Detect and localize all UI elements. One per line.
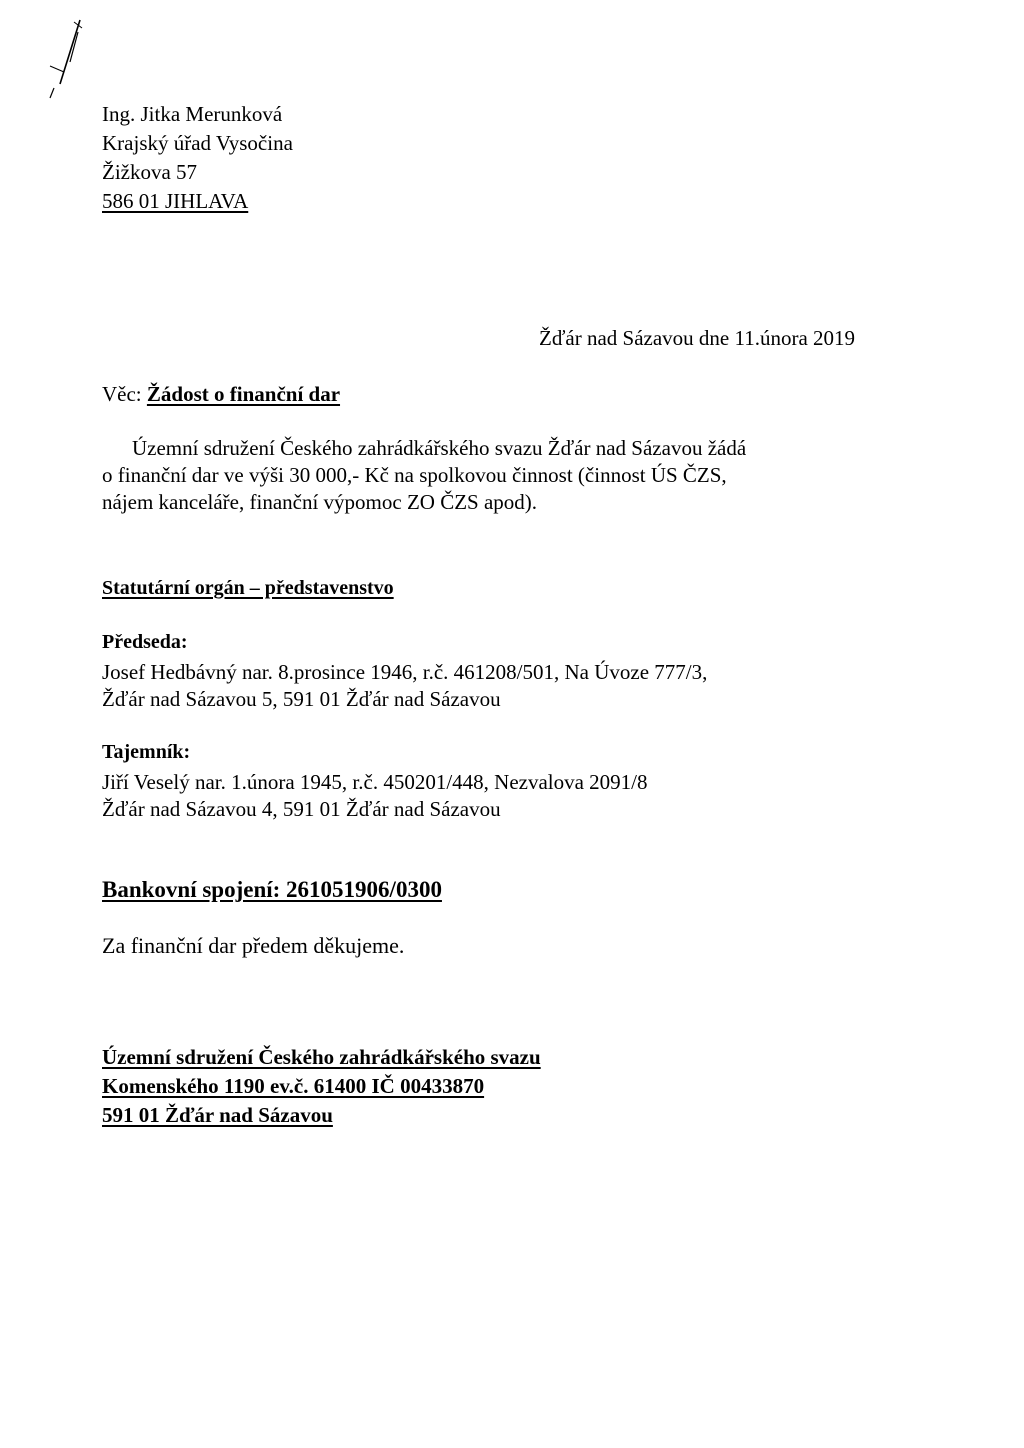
body-line: nájem kanceláře, finanční výpomoc ZO ČZS apod). [102, 490, 538, 514]
chairman-line: Žďár nad Sázavou 5, 591 01 Žďár nad Sázavou [102, 687, 501, 711]
recipient-address [102, 100, 293, 216]
body-line: Územní sdružení Českého zahrádkářského svazu Žďár nad Sázavou žádá [132, 436, 747, 460]
secretary-line: Jiří Veselý nar. 1.února 1945, r.č. 450201/448, Nezvalova 2091/8 [102, 770, 648, 794]
recipient-street: Žižkova 57 [102, 160, 198, 184]
handwritten-mark-icon [30, 14, 100, 104]
footer-org: Územní sdružení Českého zahrádkářského svazu [102, 1045, 541, 1069]
date-line: Žďár nad Sázavou dne 11.února 2019 [539, 326, 856, 350]
chairman-details [102, 659, 707, 713]
body-paragraph [102, 435, 746, 516]
footer-city: 591 01 Žďár nad Sázavou [102, 1103, 333, 1127]
subject-title: Žádost o finanční dar [146, 382, 341, 406]
subject-label: Věc: [102, 382, 147, 406]
recipient-name: Ing. Jitka Merunková [102, 102, 283, 126]
bank-details: Bankovní spojení: 261051906/0300 [102, 877, 442, 902]
chairman-label: Předseda: [102, 631, 188, 653]
secretary-label: Tajemník: [102, 741, 191, 763]
footer-address: Komenského 1190 ev.č. 61400 IČ 00433870 [102, 1074, 485, 1098]
body-line: o finanční dar ve výši 30 000,- Kč na spolkovou činnost (činnost ÚS ČZS, [102, 463, 727, 487]
recipient-city: 586 01 JIHLAVA [102, 189, 249, 213]
subject-line [102, 382, 340, 407]
statutory-body-heading: Statutární orgán – představenstvo [102, 577, 394, 599]
secretary-details [102, 769, 648, 823]
chairman-line: Josef Hedbávný nar. 8.prosince 1946, r.č. 461208/501, Na Úvoze 777/3, [102, 660, 708, 684]
sender-footer [102, 1043, 541, 1130]
thanks-line: Za finanční dar předem děkujeme. [102, 933, 405, 958]
recipient-office: Krajský úřad Vysočina [102, 131, 293, 155]
secretary-line: Žďár nad Sázavou 4, 591 01 Žďár nad Sázavou [102, 797, 501, 821]
